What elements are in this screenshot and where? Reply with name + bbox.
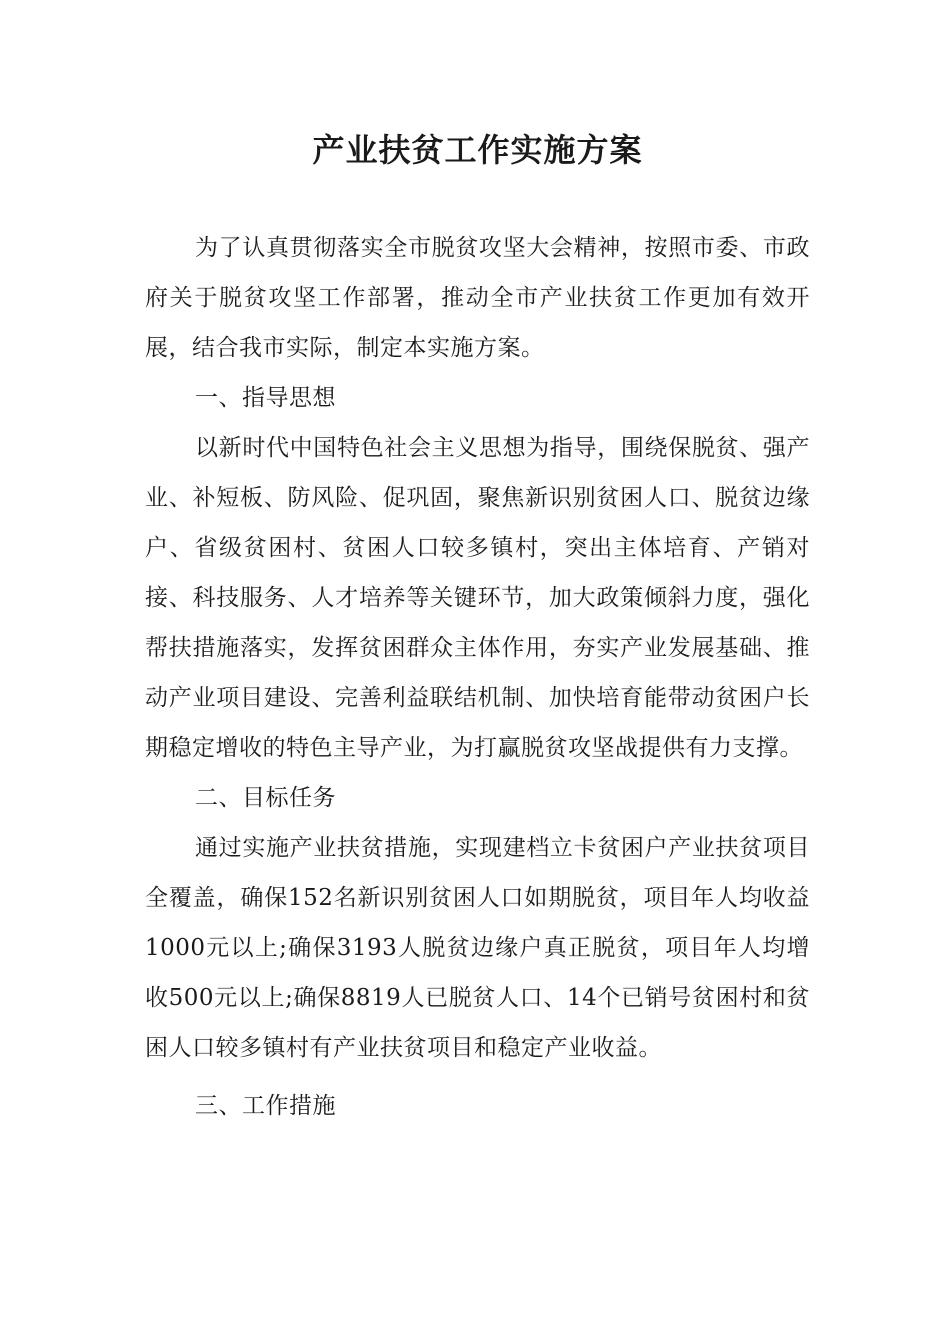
section-heading-goals: 二、目标任务 (195, 785, 336, 811)
section-heading-measures: 三、工作措施 (195, 1093, 336, 1119)
goals-paragraph: 通过实施产业扶贫措施，实现建档立卡贫困户产业扶贫项目全覆盖，确保152名新识别贫困人口如期脱贫，项目年人均收益1000元以上;确保3193人脱贫边缘户真正脱贫，项目年人均增收500元以上;确保8819人已脱贫人口、14个已销号贫困村和贫困人口较多镇村有产业扶贫项目和稳定产业收益。 (145, 835, 810, 1061)
section-heading-guiding-ideology: 一、指导思想 (195, 385, 336, 411)
document-title: 产业扶贫工作实施方案 (312, 131, 643, 169)
document-body (145, 223, 810, 1131)
guiding-ideology-paragraph: 以新时代中国特色社会主义思想为指导，围绕保脱贫、强产业、补短板、防风险、促巩固，聚焦新识别贫困人口、脱贫边缘户、省级贫困村、贫困人口较多镇村，突出主体培育、产销对接、科技服务、人才培养等关键环节，加大政策倾斜力度，强化帮扶措施落实，发挥贫困群众主体作用，夯实产业发展基础、推动产业项目建设、完善利益联结机制、加快培育能带动贫困户长期稳定增收的特色主导产业，为打赢脱贫攻坚战提供有力支撑。 (145, 435, 810, 761)
intro-paragraph: 为了认真贯彻落实全市脱贫攻坚大会精神，按照市委、市政府关于脱贫攻坚工作部署，推动全市产业扶贫工作更加有效开展，结合我市实际，制定本实施方案。 (145, 235, 810, 361)
